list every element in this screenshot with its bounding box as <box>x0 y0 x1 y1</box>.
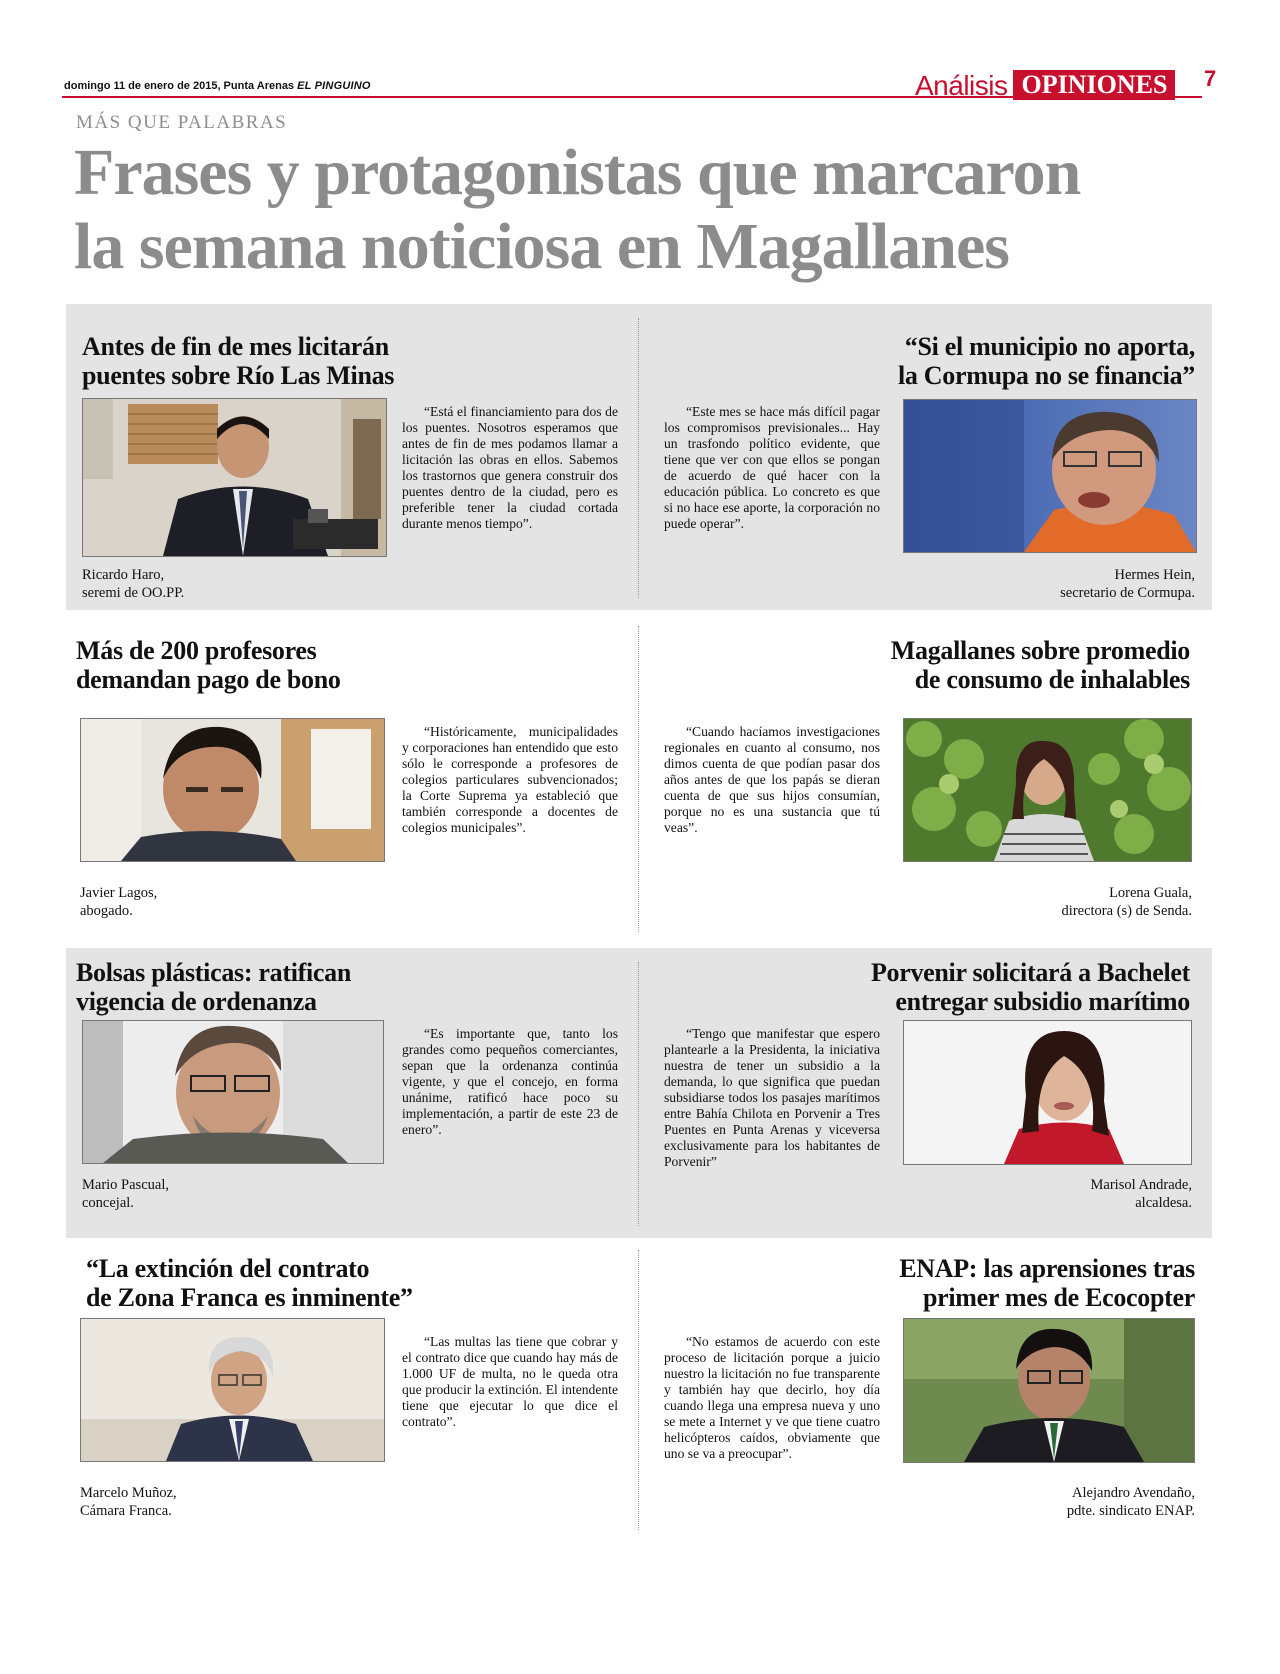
item-title-line: la Cormupa no se financia” <box>897 361 1195 390</box>
caption-role: seremi de OO.PP. <box>82 585 185 601</box>
photo-hermes-hein <box>903 399 1197 553</box>
caption-name: Ricardo Haro, <box>82 567 165 583</box>
item-title-line: Antes de fin de mes licitarán <box>82 332 389 361</box>
header-rule <box>62 96 1202 98</box>
item-title <box>76 958 596 1016</box>
item-title <box>86 1254 606 1312</box>
photo-mario-pascual <box>82 1020 384 1164</box>
photo-lorena-guala <box>903 718 1192 862</box>
caption-role: concejal. <box>82 1195 134 1211</box>
item-quote: “Cuando hacíamos investigaciones regionales en cuanto al consumo, nos dimos cuenta de que podían pasar dos años antes de que los papás se dieran cuenta de que sus hijos consumían, porque no es una sustancia que tú veas”. <box>664 724 880 835</box>
caption-role: pdte. sindicato ENAP. <box>1066 1503 1195 1519</box>
divider-row-3 <box>638 962 639 1226</box>
caption-name: Hermes Hein, <box>1114 567 1195 583</box>
item-title-line: de consumo de inhalables <box>914 665 1190 694</box>
caption-name: Mario Pascual, <box>82 1177 169 1193</box>
divider-row-2 <box>638 626 639 932</box>
item-title-line: “La extinción del contrato <box>86 1254 370 1283</box>
item-quote: “Este mes se hace más difícil pagar los compromisos previsionales... Hay un trasfondo político evidente, que tiene que ver con que ellos se pongan de acuerdo de qué hacer con la educación pública. Lo concreto es que si no hace ese aporte, la corporación no puede operar”. <box>664 404 880 531</box>
item-caption <box>892 884 1192 920</box>
item-title-line: entregar subsidio marítimo <box>895 987 1190 1016</box>
item-quote: “Es importante que, tanto los grandes como pequeños comerciantes, sepan que la ordenanza continúa vigente, y que el concejo, en forma unánime, ratificó hace poco su implementación, a partir de este 23 de enero”. <box>402 1026 618 1137</box>
item-quote: “Las multas las tiene que cobrar y el contrato dice que cuando hay más de 1.000 UF de multa, no le queda otra que producir la extinción. El intendente tiene que ejecutar lo que dice el contrato”. <box>402 1334 618 1429</box>
item-title-line: ENAP: las aprensiones tras <box>899 1254 1195 1283</box>
photo-marcelo-munoz <box>80 1318 385 1462</box>
photo-marisol-andrade <box>903 1020 1192 1165</box>
paper-name: EL PINGUINO <box>297 80 371 92</box>
item-quote: “Está el financiamiento para dos de los puentes. Nosotros esperamos que antes de fin de mes podamos llamar a licitación las obras en ellos. Sabemos los trastornos que genera construir dos puentes dentro de la ciudad, pero es preferible tener la ciudad cortada durante menos tiempo”. <box>402 404 618 531</box>
caption-role: abogado. <box>80 903 133 919</box>
divider-row-1 <box>638 318 639 598</box>
item-caption <box>80 884 380 920</box>
item-quote: “No estamos de acuerdo con este proceso de licitación porque a juicio nuestro la licitación no fue transparente y también hay que decirlo, hoy día cuando llega una empresa nueva y uno se mete a Internet y ve que tiene cuatro helicópteros caídos, obviamente que uno se va a preocupar”. <box>664 1334 880 1461</box>
photo-javier-lagos <box>80 718 385 862</box>
photo-ricardo-haro <box>82 398 387 557</box>
item-quote: “Tengo que manifestar que espero plantearle a la Presidenta, la iniciativa nuestra de tener un subsidio a la demanda, lo que significa que puedan subsidiarse todos los pasajes marítimos entre Bahía Chilota en Porvenir a Tres Puentes en Punta Arenas y viceversa exclusivamente para los habitantes de Porvenir” <box>664 1026 880 1169</box>
item-title <box>680 958 1190 1016</box>
item-title-line: vigencia de ordenanza <box>76 987 317 1016</box>
item-title-line: Porvenir solicitará a Bachelet <box>870 958 1190 987</box>
item-title-line: de Zona Franca es inminente” <box>86 1283 413 1312</box>
page-headline <box>74 136 1214 284</box>
caption-role: alcaldesa. <box>1135 1195 1192 1211</box>
item-title-line: primer mes de Ecocopter <box>922 1283 1195 1312</box>
divider-row-4 <box>638 1250 639 1530</box>
caption-name: Lorena Guala, <box>1109 885 1192 901</box>
item-caption <box>892 1176 1192 1212</box>
item-caption <box>80 1484 380 1520</box>
item-quote: “Históricamente, municipalidades y corporaciones han entendido que esto sólo le corresponde a profesores de colegios particulares subvencionados; la Corte Suprema ya estableció que también corresponde a docentes de colegios municipales”. <box>402 724 618 835</box>
caption-role: directora (s) de Senda. <box>1061 903 1192 919</box>
item-title-line: Bolsas plásticas: ratifican <box>76 958 352 987</box>
section-label-opiniones: OPINIONES <box>1013 70 1175 100</box>
item-title-line: Más de 200 profesores <box>76 636 317 665</box>
caption-role: secretario de Cormupa. <box>1060 585 1195 601</box>
item-title <box>76 636 596 694</box>
item-title-line: demandan pago de bono <box>76 665 341 694</box>
caption-name: Marcelo Muñoz, <box>80 1485 177 1501</box>
item-title-line: “Si el municipio no aporta, <box>904 332 1195 361</box>
item-title-line: Magallanes sobre promedio <box>890 636 1190 665</box>
date-text: domingo 11 de enero de 2015, Punta Arenas <box>64 80 295 92</box>
section-label-analisis: Análisis <box>915 70 1008 101</box>
item-title-line: puentes sobre Río Las Minas <box>82 361 395 390</box>
item-title <box>82 332 602 390</box>
item-title <box>680 636 1190 694</box>
page-number: 7 <box>1204 66 1217 91</box>
caption-name: Alejandro Avendaño, <box>1072 1485 1195 1501</box>
item-caption <box>895 1484 1195 1520</box>
item-caption <box>82 1176 382 1212</box>
kicker: MÁS QUE PALABRAS <box>76 112 288 133</box>
photo-alejandro-avendano <box>903 1318 1195 1463</box>
item-title <box>680 332 1195 390</box>
caption-name: Marisol Andrade, <box>1090 1177 1192 1193</box>
headline-line-1: Frases y protagonistas que marcaron <box>74 136 1081 209</box>
caption-name: Javier Lagos, <box>80 885 158 901</box>
headline-line-2: la semana noticiosa en Magallanes <box>74 210 1009 283</box>
caption-role: Cámara Franca. <box>80 1503 172 1519</box>
date-line <box>64 80 371 92</box>
item-caption <box>82 566 382 602</box>
item-caption <box>895 566 1195 602</box>
item-title <box>680 1254 1195 1312</box>
